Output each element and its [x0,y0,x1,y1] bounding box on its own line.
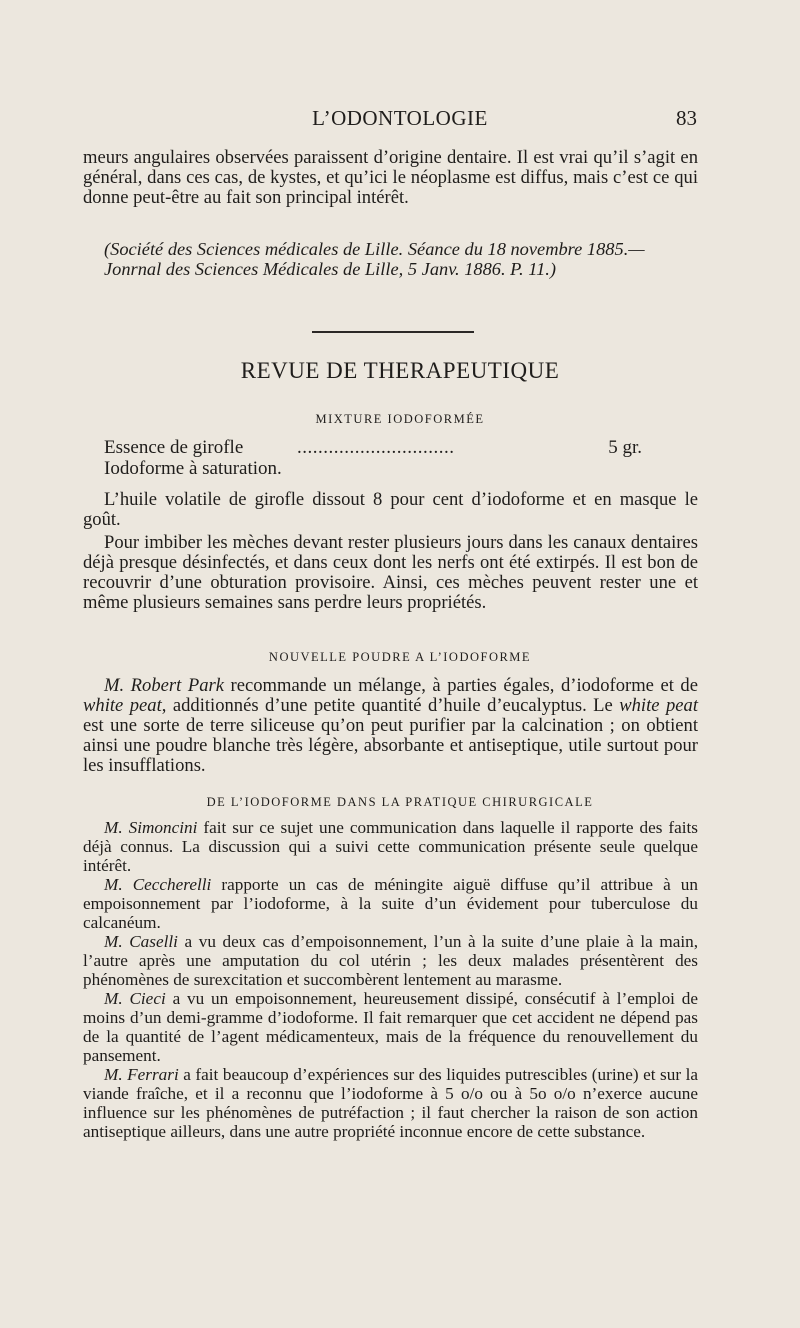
mixture-paragraph-2-text: Pour imbiber les mèches devant rester plusieurs jours dans les canaux dentaires déjà presque désinfectés, et dans ceux dont les nerfs ont été extirpés. Il est bon de recouvrir d’une obturation provisoire. Ainsi, ces mèches peuvent rester une et même plusieurs semaines sans perdre leurs propriétés. [83,532,698,613]
mixture-paragraph-2 [83,533,698,613]
surgery-paragraphs [83,818,698,1141]
surgery-item-text: a vu un empoisonnement, heureusement dissipé, consécutif à l’emploi de moins d’un demi-gramme d’iodoforme. Il fait remarquer que cet accident ne dépend pas de la quantité de l’agent médicamenteux, mais de la fréquence du renouvellement du pansement. [83,989,699,1065]
ingredient-line-2 [104,458,642,480]
citation: (Société des Sciences médicales de Lille. Séance du 18 novembre 1885.— Jonrnal des Sciences Médicales de Lille, 5 Janv. 1886. P. 11.) [104,239,645,279]
surgery-item-author: M. Ferrari [104,1065,179,1084]
surgery-item-text: fait sur ce sujet une communication dans laquelle il rapporte des faits déjà connus. La discussion qui a suivi cette communication présente seule quelque intérêt. [83,818,698,875]
surgery-item-text: rapporte un cas de méningite aiguë diffuse qu’il attribue à un empoisonnement par l’iodoforme, à la suite d’un évidement pour tuberculose du calcanéum. [83,875,698,932]
ingredient-name-1: Essence de girofle [104,437,244,458]
mixture-paragraph-1 [83,490,698,530]
surgery-item [83,818,698,875]
surgery-item-author: M. Caselli [104,932,178,951]
leader-dots: .............................. [297,437,455,458]
author-name: M. Robert Park [104,675,224,696]
subsection-title-surgery: DE L’IODOFORME DANS LA PRATIQUE CHIRURGICALE [206,795,594,809]
surgery-item-author: M. Simoncini [104,818,198,837]
intro-paragraph: meurs angulaires observées paraissent d’origine dentaire. Il est vrai qu’il s’agit en général, dans ces cas, de kystes, et qu’ici le néoplasme est diffus, mais c’est ce qui donne peut-être au fait son principal intérêt. [83,147,698,208]
powder-text-1: recommande un mélange, à parties égales, d’iodoforme et de [223,675,698,696]
ingredient-name-2: Iodoforme à saturation. [104,458,282,479]
surgery-item [83,932,698,989]
term-white-peat-2: white peat [619,695,698,716]
surgery-item-text: a fait beaucoup d’expériences sur des liquides putrescibles (urine) et sur la viande fraîche, et il a reconnu que l’iodoforme à 5 o/o ou à 5o o/o n’exerce aucune influence sur les phénomènes de putréfaction ; il faut chercher la raison de son action antiseptique ailleurs, dans une autre propriété inconnue encore de cette substance. [83,1065,698,1141]
subsection-title-powder: NOUVELLE POUDRE A L’IODOFORME [268,650,532,664]
term-white-peat-1: white peat [83,695,162,716]
page-number: 83 [676,106,697,130]
ingredient-line-1 [104,437,642,459]
surgery-item [83,875,698,932]
surgery-item-author: M. Cieci [104,989,166,1008]
surgery-item [83,1065,698,1141]
section-divider-rule [312,331,474,333]
powder-text-2: , additionnés d’une petite quantité d’huile d’eucalyptus. Le [161,695,620,716]
powder-paragraph [83,676,698,776]
section-title: REVUE DE THERAPEUTIQUE [240,358,560,383]
mixture-paragraph-1-text: L’huile volatile de girofle dissout 8 pour cent d’iodoforme et en masque le goût. [83,489,698,530]
powder-paragraph-text [83,676,698,776]
surgery-item-author: M. Ceccherelli [104,875,212,894]
subsection-title-mixture: MIXTURE IODOFORMÉE [315,412,485,426]
surgery-item-text: a vu deux cas d’empoisonnement, l’un à la suite d’une plaie à la main, l’autre après une amputation du col utérin ; les deux malades présentèrent des phénomènes de surexcitation et succombèrent lentement au marasme. [83,932,698,989]
ingredient-quantity-1: 5 gr. [608,437,642,458]
powder-text-3: est une sorte de terre siliceuse qu’on peut purifier par la calcination ; on obtient ainsi une poudre blanche très légère, absorbante et antiseptique, utile surtout pour les insufflations. [83,715,698,776]
surgery-item [83,989,698,1065]
running-header-title: L’ODONTOLOGIE [312,106,488,130]
